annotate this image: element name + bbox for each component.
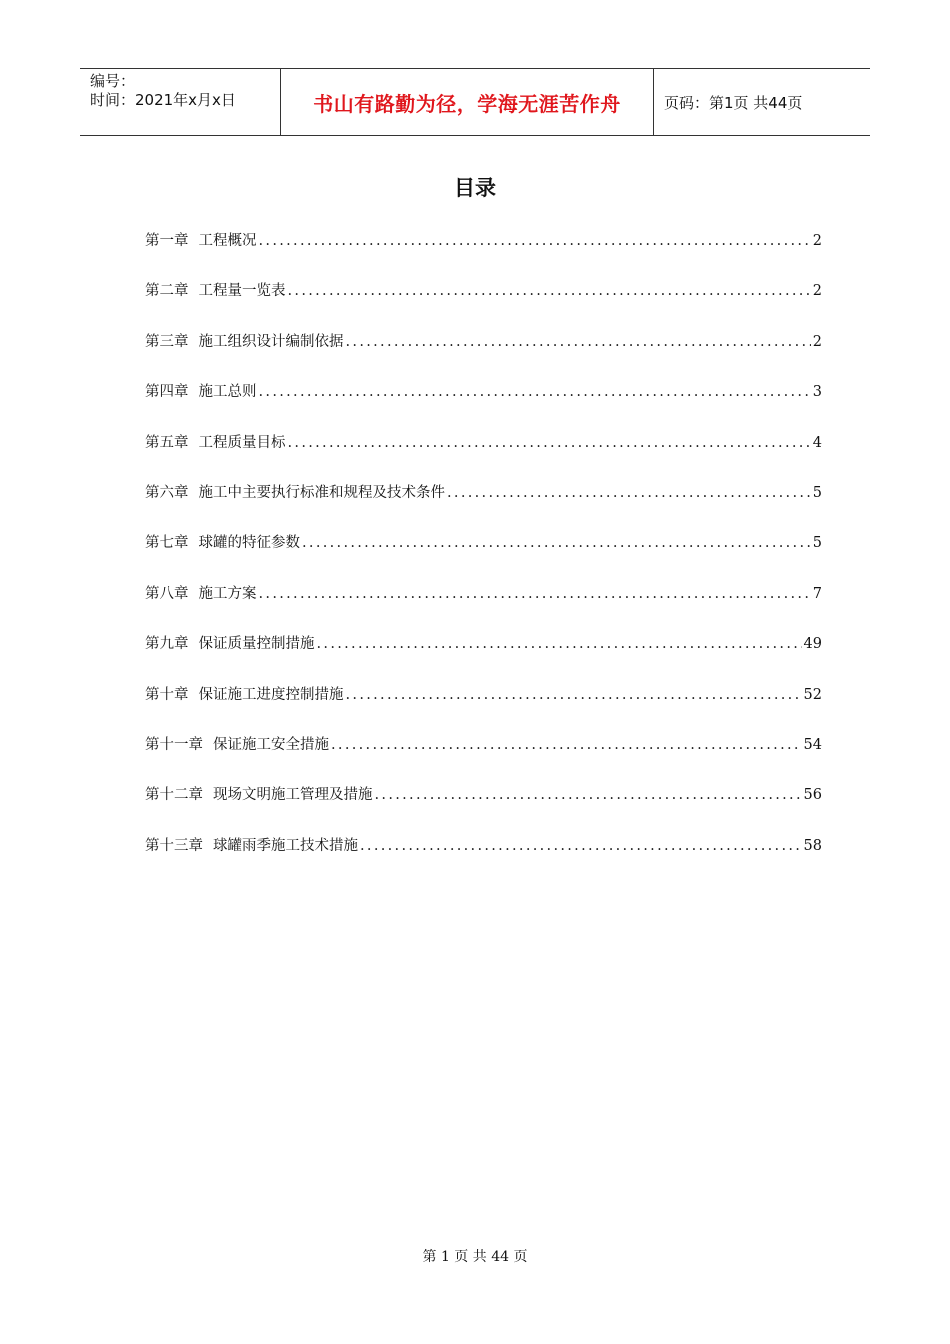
toc-chapter: 第十章 — [145, 686, 189, 703]
toc-leader-dots — [346, 682, 802, 708]
toc-page-number: 52 — [803, 686, 822, 703]
toc-leader-dots — [288, 430, 811, 456]
header-page-cell — [654, 69, 870, 135]
toc-leader-dots — [259, 228, 811, 254]
toc-item[interactable] — [145, 480, 822, 530]
toc-text: 工程质量目标 — [198, 434, 286, 451]
toc-page-number: 54 — [803, 736, 822, 753]
toc-item[interactable] — [145, 379, 822, 429]
toc-list — [145, 228, 822, 883]
toc-leader-dots — [302, 530, 811, 556]
toc-item[interactable] — [145, 782, 822, 832]
toc-item[interactable] — [145, 278, 822, 328]
toc-item[interactable] — [145, 682, 822, 732]
toc-chapter: 第一章 — [145, 233, 189, 249]
toc-leader-dots — [288, 278, 811, 304]
toc-page-number: 58 — [803, 837, 822, 854]
toc-page-number: 4 — [812, 434, 822, 451]
document-header — [80, 68, 870, 136]
toc-item[interactable] — [145, 631, 822, 681]
toc-leader-dots — [259, 379, 811, 405]
toc-leader-dots — [331, 732, 802, 758]
toc-page-number: 5 — [812, 484, 822, 501]
toc-text: 保证质量控制措施 — [198, 636, 315, 653]
toc-item[interactable] — [145, 228, 822, 278]
toc-page-number: 7 — [812, 585, 822, 602]
toc-text: 球罐的特征参数 — [198, 535, 300, 552]
toc-text: 施工中主要执行标准和规程及技术条件 — [198, 484, 445, 501]
toc-chapter: 第十二章 — [145, 787, 203, 804]
toc-chapter: 第十三章 — [145, 837, 203, 854]
number-label: 编号： — [90, 72, 136, 90]
toc-text: 现场文明施工管理及措施 — [213, 787, 373, 804]
toc-chapter: 第八章 — [145, 585, 189, 602]
toc-leader-dots — [346, 329, 811, 355]
toc-leader-dots — [360, 833, 802, 859]
header-meta-cell — [80, 69, 281, 135]
toc-page-number: 5 — [812, 535, 822, 552]
toc-page-number: 2 — [812, 283, 822, 300]
toc-chapter: 第十一章 — [145, 736, 203, 753]
toc-chapter: 第五章 — [145, 434, 189, 451]
toc-page-number: 56 — [803, 787, 822, 804]
toc-item[interactable] — [145, 430, 822, 480]
toc-item[interactable] — [145, 732, 822, 782]
toc-chapter: 第二章 — [145, 283, 189, 300]
toc-leader-dots — [317, 631, 802, 657]
toc-item[interactable] — [145, 530, 822, 580]
toc-text: 施工方案 — [198, 585, 257, 602]
toc-chapter: 第六章 — [145, 484, 189, 501]
time-label: 时间：2021年x月x日 — [90, 91, 236, 109]
page-footer: 第 1 页 共 44 页 — [422, 1249, 528, 1265]
motto-text: 书山有路勤为径，学海无涯苦作舟 — [313, 91, 621, 116]
toc-page-number: 3 — [812, 384, 822, 401]
toc-text: 工程量一览表 — [198, 283, 286, 300]
header-motto-cell — [281, 69, 654, 135]
toc-chapter: 第四章 — [145, 384, 189, 401]
toc-chapter: 第九章 — [145, 636, 189, 653]
toc-text: 保证施工安全措施 — [213, 736, 329, 753]
toc-text: 保证施工进度控制措施 — [198, 686, 344, 703]
toc-text: 施工总则 — [198, 384, 257, 401]
toc-item[interactable] — [145, 329, 822, 379]
toc-text: 工程概况 — [198, 233, 257, 249]
toc-text: 球罐雨季施工技术措施 — [213, 837, 358, 854]
toc-text: 施工组织设计编制依据 — [198, 333, 344, 350]
toc-page-number: 49 — [803, 636, 822, 653]
page-info: 页码：第1页 共44页 — [664, 93, 803, 112]
toc-item[interactable] — [145, 833, 822, 883]
toc-item[interactable] — [145, 581, 822, 631]
toc-leader-dots — [259, 581, 811, 607]
toc-chapter: 第七章 — [145, 535, 189, 552]
toc-leader-dots — [447, 480, 811, 506]
toc-page-number: 2 — [812, 233, 822, 249]
toc-title: 目录 — [454, 176, 496, 200]
toc-leader-dots — [375, 782, 802, 808]
toc-chapter: 第三章 — [145, 333, 189, 350]
toc-page-number: 2 — [812, 333, 822, 350]
